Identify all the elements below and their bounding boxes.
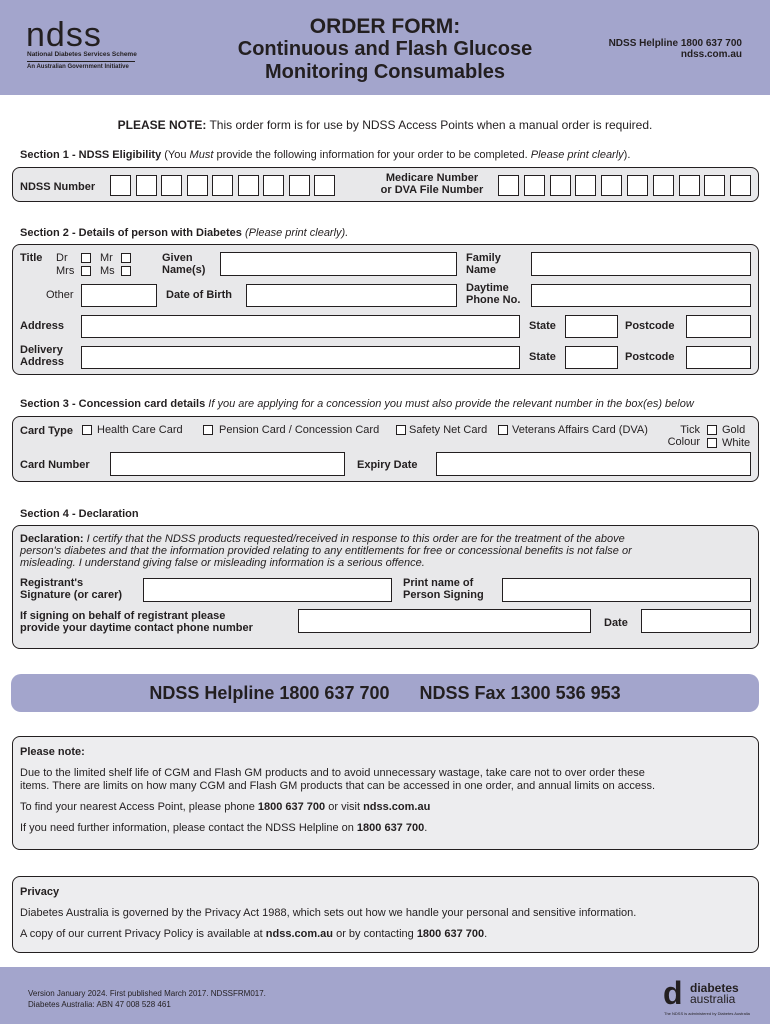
please-note-para-1 <box>20 767 750 793</box>
signature-label-1: Registrant's <box>20 577 84 589</box>
title-label: Title <box>20 252 43 264</box>
behalf-label <box>20 610 253 634</box>
section1-title: Section 1 - NDSS Eligibility <box>20 149 162 161</box>
veterans-checkbox[interactable] <box>498 425 508 435</box>
signature-label-2: Signature (or carer) <box>20 589 123 601</box>
ndss-number-digit-box[interactable] <box>110 175 131 196</box>
health-care-label: Health Care Card <box>97 424 183 436</box>
brand-line-1: diabetes <box>690 981 739 995</box>
footer-abn: Diabetes Australia: ABN 47 008 528 461 <box>28 1000 171 1009</box>
date-input[interactable] <box>641 609 751 633</box>
medicare-label-2: or DVA File Number <box>380 184 484 196</box>
ndss-number-digit-box[interactable] <box>161 175 182 196</box>
medicare-number-digit-box[interactable] <box>601 175 622 196</box>
notice-text: This order form is for use by NDSS Access Points when a manual order is required. <box>206 118 653 132</box>
header-website: ndss.com.au <box>680 49 742 60</box>
declaration-line-1: I certify that the NDSS products requested/received in response to this order are for the treatment of the above <box>83 533 625 545</box>
ndss-number-digit-box[interactable] <box>314 175 335 196</box>
address-state-input[interactable] <box>565 315 618 338</box>
behalf-label-2: provide your daytime contact phone number <box>20 622 253 634</box>
p3-a: If you need further information, please contact the NDSS Helpline on <box>20 822 357 834</box>
given-name-label-2: Name(s) <box>162 264 206 276</box>
logo-government-text: An Australian Government Initiative <box>27 64 129 70</box>
please-note-heading: Please note: <box>20 746 85 758</box>
brand-line-2: australia <box>690 992 736 1006</box>
please-note-para-2 <box>20 801 430 814</box>
phone-label <box>466 282 520 306</box>
print-name-input[interactable] <box>502 578 751 602</box>
health-care-checkbox[interactable] <box>82 425 92 435</box>
p3-b: . <box>424 822 428 834</box>
privacy-para-1: Diabetes Australia is governed by the Privacy Act 1988, which sets out how we handle your personal and sensitive information. <box>20 907 637 919</box>
print-name-label <box>403 577 484 601</box>
medicare-number-digit-box[interactable] <box>550 175 571 196</box>
section2-title: Section 2 - Details of person with Diabetes <box>20 227 242 239</box>
form-notice <box>0 118 770 132</box>
medicare-number-digit-box[interactable] <box>679 175 700 196</box>
please-note-line-1: Due to the limited shelf life of CGM and Flash GM products and to avoid unnecessary wastage, take care not to over order these <box>20 767 645 779</box>
privacy-para-2 <box>20 928 487 941</box>
given-name-input[interactable] <box>220 252 457 276</box>
white-label: White <box>722 437 751 449</box>
delivery-label <box>20 344 64 368</box>
family-name-input[interactable] <box>531 252 751 276</box>
title-ms-label: Ms <box>100 265 115 277</box>
medicare-number-digit-box[interactable] <box>653 175 674 196</box>
title-mrs-checkbox[interactable] <box>81 266 91 276</box>
logo-divider <box>27 61 135 62</box>
diabetes-australia-logo-mark: d <box>663 975 683 1011</box>
medicare-number-digit-box[interactable] <box>730 175 751 196</box>
section2-heading <box>20 227 348 239</box>
delivery-state-input[interactable] <box>565 346 618 369</box>
tick-colour-label-1: Tick <box>680 424 700 436</box>
page-title <box>185 15 585 84</box>
date-label: Date <box>604 617 628 629</box>
p2-phone: 1800 637 700 <box>257 801 326 813</box>
address-postcode-label: Postcode <box>625 320 675 332</box>
print-name-label-1: Print name of <box>403 577 474 589</box>
privacy-website[interactable]: ndss.com.au <box>265 928 334 940</box>
delivery-state-label: State <box>529 351 556 363</box>
veterans-label: Veterans Affairs Card (DVA) <box>512 424 648 436</box>
section1-sub-a: (You <box>161 149 190 161</box>
card-type-label: Card Type <box>20 425 73 437</box>
notice-bold: PLEASE NOTE: <box>117 118 207 132</box>
privacy-p2-b: or by contacting <box>333 928 417 940</box>
ndss-number-digit-box[interactable] <box>238 175 259 196</box>
section3-heading <box>20 398 694 410</box>
title-mr-label: Mr <box>100 252 113 264</box>
header-contact <box>560 38 742 60</box>
section3-sub: If you are applying for a concession you must also provide the relevant number in the box(es) below <box>205 398 694 410</box>
given-name-label <box>162 252 205 276</box>
privacy-p2-c: . <box>484 928 488 940</box>
medicare-number-field[interactable] <box>498 175 753 197</box>
tick-colour-label <box>664 424 700 448</box>
address-state-label: State <box>529 320 556 332</box>
delivery-input[interactable] <box>81 346 520 369</box>
delivery-label-2: Address <box>20 356 65 368</box>
medicare-label-1: Medicare Number <box>385 172 479 184</box>
section2-sub: (Please print clearly). <box>241 227 349 239</box>
behalf-label-1: If signing on behalf of registrant please <box>20 610 226 622</box>
contact-bar-text <box>11 683 759 704</box>
p3-phone: 1800 637 700 <box>356 822 425 834</box>
title-mr-checkbox[interactable] <box>121 253 131 263</box>
p2-website[interactable]: ndss.com.au <box>363 801 431 813</box>
title-line-1: ORDER FORM: <box>309 15 461 38</box>
header-helpline: NDSS Helpline 1800 637 700 <box>608 38 742 49</box>
delivery-label-1: Delivery <box>20 344 63 356</box>
p2-a: To find your nearest Access Point, please phone <box>20 801 258 813</box>
title-line-3: Monitoring Consumables <box>265 61 505 83</box>
family-name-label-2: Name <box>466 264 496 276</box>
diabetes-australia-logo-text <box>690 983 739 1005</box>
address-postcode-input[interactable] <box>686 315 751 338</box>
medicare-number-digit-box[interactable] <box>524 175 545 196</box>
section1-sub-must: Must <box>189 149 214 161</box>
phone-label-2: Phone No. <box>466 294 521 306</box>
ndss-logo: ndss <box>26 16 102 54</box>
ndss-number-digit-box[interactable] <box>212 175 233 196</box>
privacy-p2-a: A copy of our current Privacy Policy is available at <box>20 928 266 940</box>
signature-label <box>20 577 122 601</box>
p2-b: or visit <box>325 801 364 813</box>
privacy-heading: Privacy <box>20 886 60 898</box>
pension-label: Pension Card / Concession Card <box>219 424 380 436</box>
ndss-number-digit-box[interactable] <box>289 175 310 196</box>
medicare-number-digit-box[interactable] <box>704 175 725 196</box>
bar-helpline: NDSS Helpline 1800 637 700 <box>149 683 390 703</box>
safety-net-checkbox[interactable] <box>396 425 406 435</box>
given-name-label-1: Given <box>162 252 193 264</box>
ndss-number-label: NDSS Number <box>20 181 96 193</box>
section3-title: Section 3 - Concession card details <box>20 398 206 410</box>
card-number-input[interactable] <box>110 452 345 476</box>
please-note-para-3 <box>20 822 427 835</box>
title-dr-checkbox[interactable] <box>81 253 91 263</box>
section1-sub-b: provide the following information for your order to be completed. <box>213 149 531 161</box>
dob-label: Date of Birth <box>166 289 232 301</box>
print-name-label-2: Person Signing <box>403 589 484 601</box>
phone-input[interactable] <box>531 284 751 307</box>
declaration-text <box>20 533 750 569</box>
ndss-number-field[interactable] <box>110 175 340 197</box>
expiry-input[interactable] <box>436 452 751 476</box>
title-dr-label: Dr <box>56 252 68 264</box>
bar-fax: NDSS Fax 1300 536 953 <box>419 683 621 703</box>
tick-colour-label-2: Colour <box>667 436 700 448</box>
address-label: Address <box>20 320 65 332</box>
other-title-input[interactable] <box>81 284 157 307</box>
brand-tagline: The NDSS is administered by Diabetes Australia <box>664 1011 750 1016</box>
title-line-2: Continuous and Flash Glucose <box>237 38 533 60</box>
title-mrs-label: Mrs <box>56 265 75 277</box>
family-name-label-1: Family <box>466 252 501 264</box>
section4-heading: Section 4 - Declaration <box>20 508 139 520</box>
expiry-label: Expiry Date <box>357 459 418 471</box>
safety-net-label: Safety Net Card <box>409 424 488 436</box>
declaration-line-3: misleading. I understand giving false or misleading information is a serious offence. <box>20 557 425 569</box>
title-ms-checkbox[interactable] <box>121 266 131 276</box>
phone-label-1: Daytime <box>466 282 509 294</box>
medicare-number-digit-box[interactable] <box>498 175 519 196</box>
medicare-number-digit-box[interactable] <box>575 175 596 196</box>
family-name-label <box>466 252 501 276</box>
medicare-label <box>376 172 488 196</box>
other-title-label: Other <box>46 289 74 301</box>
gold-label: Gold <box>722 424 746 436</box>
please-note-line-2: items. There are limits on how many CGM and Flash GM products that can be accessed in one order, and annual limits on access. <box>20 780 656 792</box>
delivery-postcode-input[interactable] <box>686 346 751 369</box>
declaration-bold: Declaration: <box>20 533 84 545</box>
section1-sub-print: Please print clearly <box>530 149 624 161</box>
footer-version: Version January 2024. First published March 2017. NDSSFRM017. <box>28 989 266 998</box>
dob-input[interactable] <box>246 284 457 307</box>
signature-input[interactable] <box>143 578 392 602</box>
address-input[interactable] <box>81 315 520 338</box>
ndss-number-digit-box[interactable] <box>136 175 157 196</box>
footer-text <box>28 988 266 1010</box>
white-checkbox[interactable] <box>707 438 717 448</box>
delivery-postcode-label: Postcode <box>625 351 675 363</box>
pension-checkbox[interactable] <box>203 425 213 435</box>
ndss-number-digit-box[interactable] <box>263 175 284 196</box>
behalf-phone-input[interactable] <box>298 609 591 633</box>
gold-checkbox[interactable] <box>707 425 717 435</box>
card-number-label: Card Number <box>20 459 90 471</box>
privacy-phone: 1800 637 700 <box>416 928 485 940</box>
section1-sub-c: ). <box>623 149 631 161</box>
ndss-number-digit-box[interactable] <box>187 175 208 196</box>
medicare-number-digit-box[interactable] <box>627 175 648 196</box>
declaration-line-2: person's diabetes and that the information provided relating to any entitlements for free or concessional benefits is not false or <box>20 545 632 557</box>
logo-subtitle: National Diabetes Services Scheme <box>27 51 137 58</box>
section1-heading <box>20 149 630 161</box>
